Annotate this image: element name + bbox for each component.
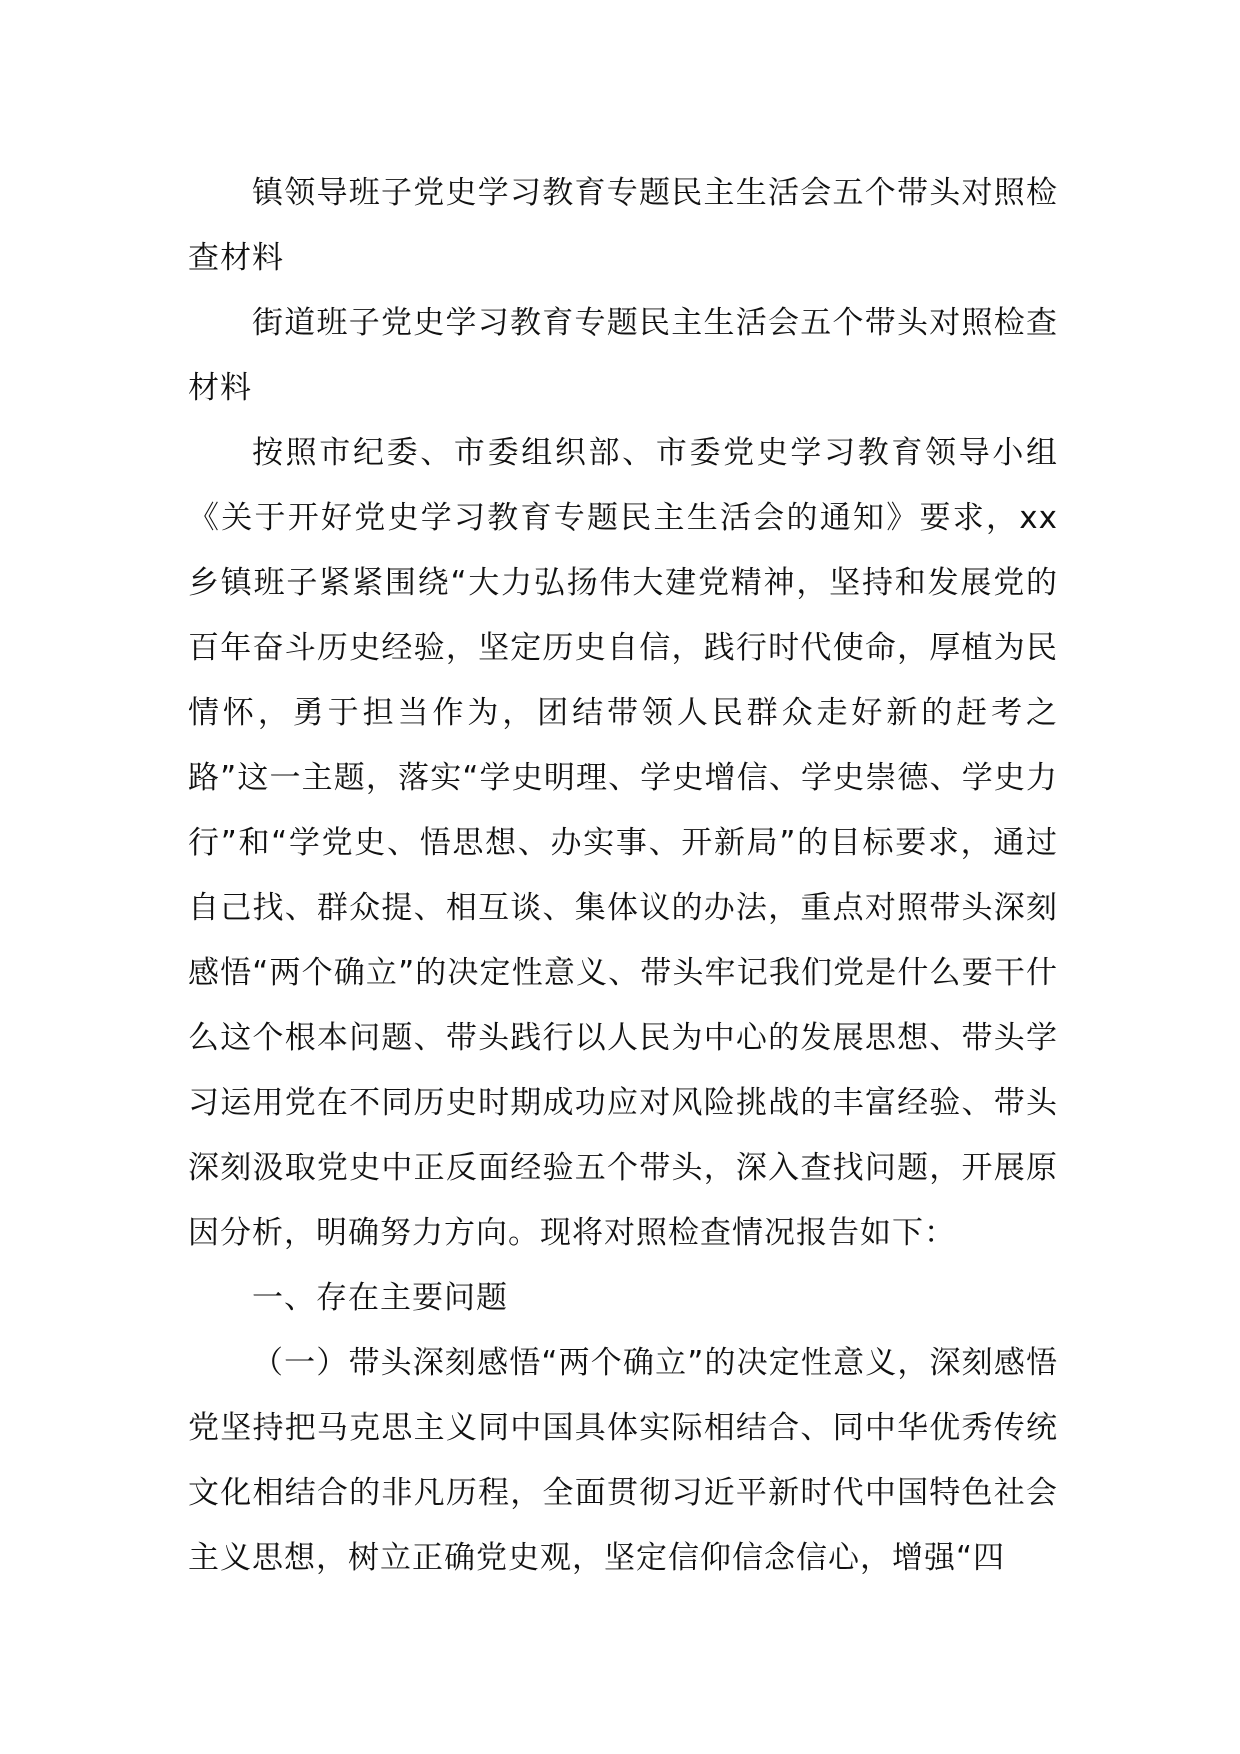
intro-paragraph: 按照市纪委、市委组织部、市委党史学习教育领导小组《关于开好党史学习教育专题民主生活会的通知》要求，xx乡镇班子紧紧围绕“大力弘扬伟大建党精神，坚持和发展党的百年奋斗历史经验，坚定历史自信，践行时代使命，厚植为民情怀，勇于担当作为，团结带领人民群众走好新的赶考之路”这一主题，落实“学史明理、学史增信、学史崇德、学史力行”和“学党史、悟思想、办实事、开新局”的目标要求，通过自己找、群众提、相互谈、集体议的办法，重点对照带头深刻感悟“两个确立”的决定性意义、带头牢记我们党是什么要干什么这个根本问题、带头践行以人民为中心的发展思想、带头学习运用党在不同历史时期成功应对风险挑战的丰富经验、带头深刻汲取党史中正反面经验五个带头，深入查找问题，开展原因分析，明确努力方向。现将对照检查情况报告如下： — [188, 435, 1058, 1251]
document-subtitle-line: 街道班子党史学习教育专题民主生活会五个带头对照检查材料 — [188, 305, 1058, 406]
document-body — [188, 161, 1058, 1591]
section-heading: 一、存在主要问题 — [252, 1280, 508, 1316]
subsection-paragraph: （一）带头深刻感悟“两个确立”的决定性意义，深刻感悟党坚持把马克思主义同中国具体实际相结合、同中华优秀传统文化相结合的非凡历程，全面贯彻习近平新时代中国特色社会主义思想，树立正确党史观，坚定信仰信念信心，增强“四 — [188, 1345, 1058, 1576]
document-title-line: 镇领导班子党史学习教育专题民主生活会五个带头对照检查材料 — [188, 175, 1058, 276]
